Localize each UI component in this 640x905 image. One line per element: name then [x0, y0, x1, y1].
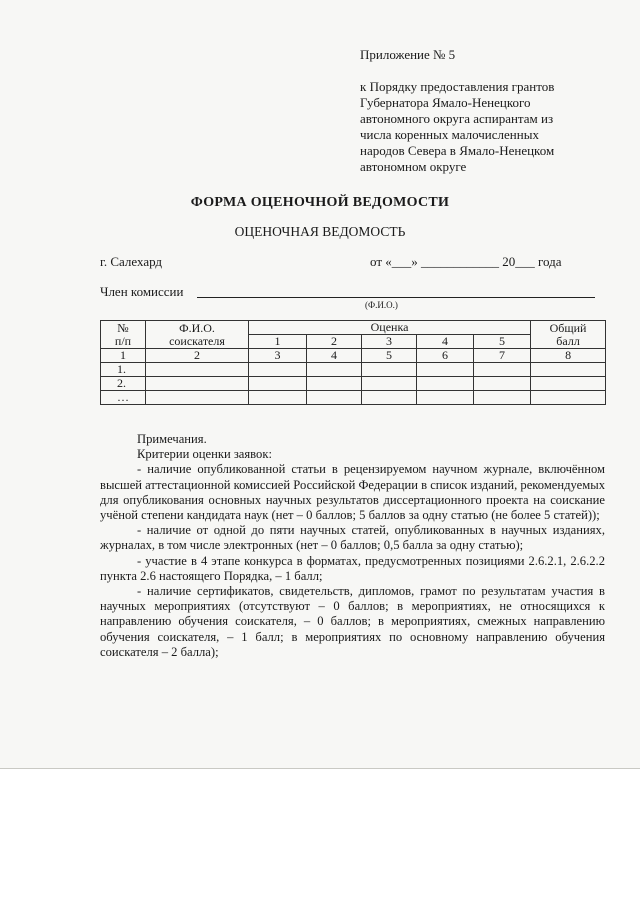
table-cell [146, 391, 249, 405]
column-numbers-row [101, 349, 606, 363]
appendix-line: к Порядку предоставления грантов [360, 79, 555, 94]
table-cell [474, 377, 531, 391]
city-label: г. Салехард [100, 254, 163, 269]
criterion-paragraph: - наличие от одной до пяти научных статей, опубликованных в научных изданиях, журналах, в том числе электронных (нет – 0 баллов; 0,5 балла за одну статью); [100, 523, 605, 553]
fio-caption: (Ф.И.О.) [365, 300, 398, 310]
member-label: Член комиссии [100, 284, 184, 299]
table-cell [531, 363, 606, 377]
score-sub-5: 5 [474, 335, 531, 349]
table-header-row [101, 321, 606, 335]
notes-heading: Примечания. [137, 432, 207, 446]
table-cell [307, 363, 362, 377]
score-sub-3: 3 [362, 335, 417, 349]
table-cell [249, 363, 307, 377]
table-cell [531, 377, 606, 391]
form-title: ФОРМА ОЦЕНОЧНОЙ ВЕДОМОСТИ [190, 195, 450, 210]
criterion-paragraph: - участие в 4 этапе конкурса в форматах, предусмотренных позициями 2.6.2.1, 2.6.2.2 пункта 2.6 настоящего Порядка, – 1 балл; [100, 553, 605, 583]
table-cell [531, 391, 606, 405]
table-cell [307, 377, 362, 391]
table-cell [146, 377, 249, 391]
score-sub-1: 1 [249, 335, 307, 349]
table-cell [474, 391, 531, 405]
member-signature-line [197, 297, 595, 298]
col-number: 6 [417, 349, 474, 363]
table-row [101, 391, 606, 405]
table-cell [417, 391, 474, 405]
row-number: 1. [101, 363, 146, 377]
criteria-heading: Критерии оценки заявок: [137, 447, 272, 462]
date-line: от «___» ____________ 20___ года [370, 254, 562, 269]
table-cell [474, 363, 531, 377]
appendix-block [360, 47, 554, 175]
score-sub-4: 4 [417, 335, 474, 349]
appendix-line: числа коренных малочисленных [360, 127, 539, 142]
table-cell [249, 391, 307, 405]
col-number: 8 [531, 349, 606, 363]
table-row [101, 377, 606, 391]
score-sub-2: 2 [307, 335, 362, 349]
appendix-line: народов Севера в Ямало-Ненецком [360, 143, 555, 158]
table-row [101, 363, 606, 377]
header-num: № п/п [101, 321, 146, 349]
header-fio: Ф.И.О. соискателя [146, 321, 249, 349]
col-number: 5 [362, 349, 417, 363]
table-cell [362, 377, 417, 391]
table-cell [249, 377, 307, 391]
header-total: Общий балл [531, 321, 606, 349]
col-number: 1 [101, 349, 146, 363]
col-number: 4 [307, 349, 362, 363]
criterion-paragraph: - наличие сертификатов, свидетельств, дипломов, грамот по результатам участия в научных мероприятиях (отсутствуют – 0 баллов; в мероприятиях, не относящихся к направлению обучения соискателя, – 0 баллов; в мероприятиях, смежных направлению обучения соискателя, – 1 балл; в мероприятиях по основному направлению обучения соискателя – 2 балла); [100, 584, 605, 659]
table-cell [146, 363, 249, 377]
table-cell [362, 391, 417, 405]
table-cell [307, 391, 362, 405]
table-cell [362, 363, 417, 377]
row-number: … [101, 391, 146, 405]
appendix-line: Губернатора Ямало-Ненецкого [360, 95, 531, 110]
criterion-paragraph: - наличие опубликованной статьи в рецензируемом научном журнале, включённом высшей аттестационной комиссией Российской Федерации в список изданий, рекомендуемых для опубликования основных научных результатов диссертационного проекта на соискание учёной степени кандидата наук (нет – 0 баллов; 5 баллов за одну статью (не более 5 статей)); [100, 462, 605, 523]
row-number: 2. [101, 377, 146, 391]
header-score: Оценка [249, 321, 531, 335]
score-table [100, 320, 606, 405]
notes-section [100, 432, 605, 660]
appendix-title: Приложение № 5 [360, 47, 456, 62]
table-cell [417, 363, 474, 377]
col-number: 2 [146, 349, 249, 363]
col-number: 3 [249, 349, 307, 363]
appendix-line: автономном округе [360, 159, 467, 174]
sheet-title: ОЦЕНОЧНАЯ ВЕДОМОСТЬ [234, 224, 406, 239]
col-number: 7 [474, 349, 531, 363]
table-cell [417, 377, 474, 391]
appendix-line: автономного округа аспирантам из [360, 111, 554, 126]
